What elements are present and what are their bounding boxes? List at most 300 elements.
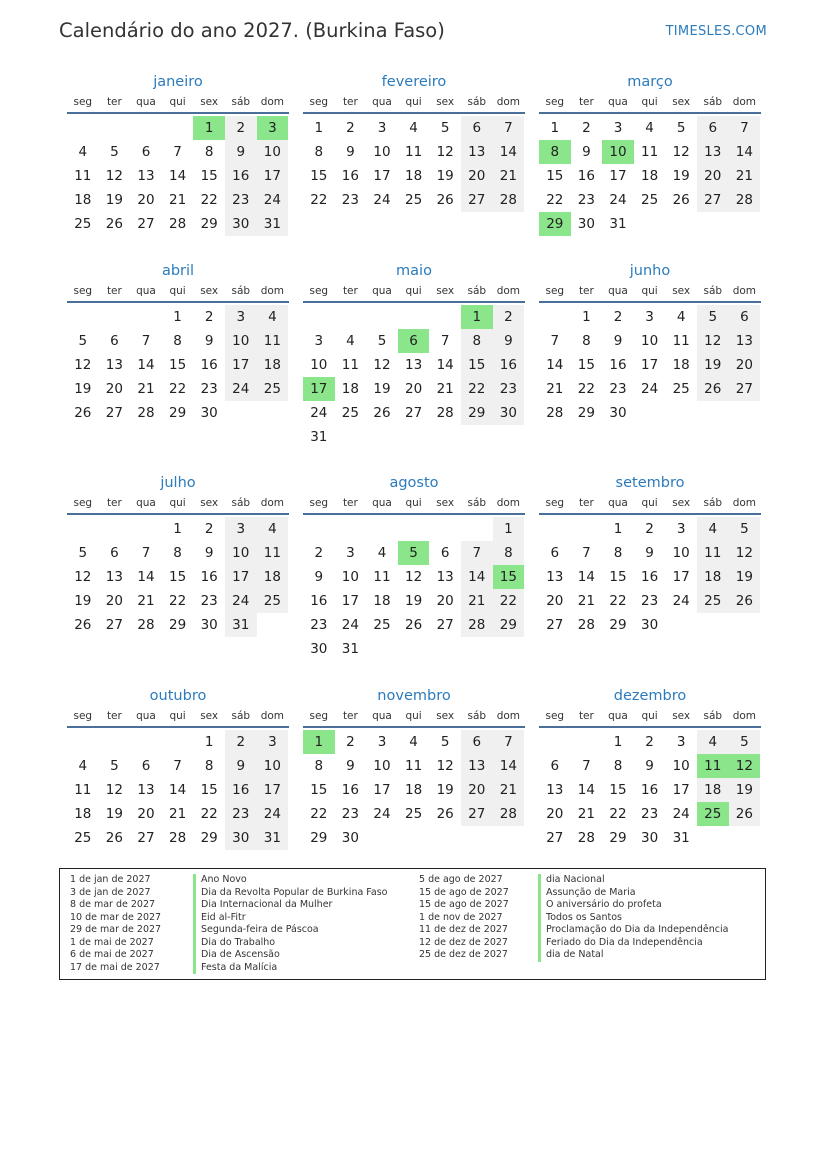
day-cell: 30 [200,617,218,633]
day-cell: 2 [582,120,591,136]
day-cell: 3 [645,309,654,325]
month-name: abril [161,263,195,279]
day-cell: 13 [729,329,761,353]
day-cell: 6 [461,116,493,140]
day-grid [303,515,525,661]
day-cell: 9 [645,758,654,774]
day-cell: 17 [341,593,359,609]
day-cell: 21 [546,381,564,397]
day-cell: 6 [550,758,560,774]
month-setembro [539,473,761,637]
day-cell: 6 [141,144,151,160]
day-cell: 29 [200,830,218,846]
day-cell: 24 [225,589,257,613]
day-cell: 25 [257,377,289,401]
day-cell: 6 [729,305,761,329]
month-name: março [627,74,673,90]
day-cell: 23 [200,593,218,609]
empty-cell [130,305,162,329]
empty-cell [99,305,131,329]
day-cell: 17 [257,164,289,188]
day-grid [67,303,289,425]
day-cell: 14 [436,357,454,373]
empty-cell [162,116,194,140]
day-cell: 26 [729,802,761,826]
day-cell: 7 [582,545,591,561]
day-cell: 4 [78,144,88,160]
legend-date: 6 de mai de 2027 [70,949,154,960]
legend-names-col-2 [538,874,728,962]
day-cell: 4 [697,517,729,541]
day-cell: 28 [577,617,595,633]
day-cell: 30 [310,641,328,657]
day-cell: 22 [546,192,564,208]
day-cell: 4 [78,758,88,774]
day-cell: 3 [377,734,387,750]
empty-cell [99,116,131,140]
legend-date: 15 de ago de 2027 [419,886,509,898]
day-cell: 14 [577,569,595,585]
day-cell: 8 [314,144,324,160]
empty-cell [366,305,398,329]
day-cell: 2 [204,309,214,325]
weekday-label: qua [372,497,392,509]
weekday-label: seg [73,710,93,722]
day-cell: 25 [341,405,359,421]
weekday-label: sáb [231,285,251,297]
day-cell: 19 [74,381,92,397]
day-cell: 1 [314,120,324,136]
day-cell: 30 [341,830,359,846]
day-cell: 29 [168,405,187,421]
day-cell: 26 [436,806,454,822]
empty-cell [303,517,335,541]
weekday-label: sáb [703,96,723,108]
empty-cell [130,730,162,754]
day-cell: 13 [461,754,493,778]
weekday-label: qua [136,96,156,108]
legend-date: 11 de dez de 2027 [419,924,508,935]
day-cell: 24 [373,192,391,208]
day-cell: 7 [582,758,591,774]
weekday-label: sex [200,710,219,722]
day-cell: 20 [105,381,123,397]
weekday-label: sex [200,96,219,108]
legend-holiday-name: O aniversário do profeta [538,899,728,912]
day-cell: 20 [137,192,155,208]
day-cell: 12 [404,569,423,585]
day-cell: 9 [346,144,355,160]
day-cell: 5 [110,758,119,774]
day-cell: 22 [461,377,493,401]
day-cell: 24 [672,806,690,822]
month-junho [539,261,761,425]
day-cell: 15 [168,569,187,585]
day-cell: 2 [225,116,257,140]
holiday-day-cell: 12 [729,754,761,778]
day-cell: 18 [74,806,92,822]
weekday-label: qua [608,285,628,297]
weekday-header [67,281,289,303]
day-cell: 24 [257,802,289,826]
weekday-header [539,706,761,728]
month-fevereiro [303,72,525,212]
day-cell: 21 [137,593,155,609]
day-cell: 11 [341,357,359,373]
weekday-label: sáb [231,96,251,108]
day-cell: 10 [672,545,690,561]
legend-date: 10 de mar de 2027 [70,911,162,923]
day-cell: 5 [78,545,88,561]
legend-date: 5 de ago de 2027 [419,874,503,885]
day-cell: 9 [582,144,591,160]
weekday-label: qui [405,96,422,108]
weekday-label: qua [608,497,628,509]
legend-date: 17 de mai de 2027 [70,961,160,973]
month-janeiro [67,72,289,236]
legend-date: 15 de ago de 2027 [419,899,509,910]
legend-date: 29 de mar de 2027 [70,924,162,935]
day-grid [539,728,761,850]
day-cell: 9 [346,758,355,774]
day-cell: 4 [697,730,729,754]
day-cell: 25 [672,381,690,397]
empty-cell [429,517,461,541]
weekday-label: sáb [703,497,723,509]
empty-cell [67,305,99,329]
day-cell: 6 [550,545,560,561]
weekday-header [539,281,761,303]
weekday-label: ter [578,497,594,509]
day-cell: 5 [78,333,88,349]
day-cell: 14 [493,754,525,778]
day-cell: 24 [640,381,659,397]
day-cell: 26 [105,216,123,232]
day-cell: 31 [257,826,289,850]
legend-date: 12 de dez de 2027 [419,936,508,948]
day-cell: 7 [173,144,182,160]
day-cell: 12 [697,329,729,353]
month-novembro [303,686,525,850]
day-grid [303,114,525,212]
weekday-label: dom [496,497,521,509]
empty-cell [130,517,162,541]
legend-date: 3 de jan de 2027 [70,886,151,898]
day-cell: 17 [225,565,257,589]
day-cell: 4 [377,545,387,561]
legend-holiday-name: Feriado do Dia da Independência [538,937,728,950]
weekday-label: sex [200,497,219,509]
day-cell: 2 [493,305,525,329]
legend-holiday-name: dia de Natal [538,949,728,962]
day-cell: 7 [461,541,493,565]
day-cell: 22 [310,806,328,822]
day-cell: 10 [310,357,328,373]
day-cell: 11 [672,333,690,349]
empty-cell [99,730,131,754]
day-cell: 10 [672,758,690,774]
empty-cell [539,730,571,754]
empty-cell [162,730,194,754]
weekday-label: sáb [231,710,251,722]
day-cell: 20 [546,806,564,822]
day-cell: 5 [440,120,450,136]
day-cell: 21 [461,589,493,613]
day-cell: 31 [341,641,359,657]
day-cell: 9 [204,333,214,349]
holiday-day-cell: 17 [303,377,335,401]
weekday-label: qui [169,285,186,297]
legend-holiday-name: Proclamação do Dia da Independência [538,924,728,937]
weekday-label: sex [436,285,455,297]
day-cell: 14 [546,357,564,373]
month-março [539,72,761,236]
day-cell: 3 [257,730,289,754]
day-cell: 23 [225,188,257,212]
day-cell: 25 [373,617,391,633]
day-cell: 16 [310,593,328,609]
legend-names-col-1 [193,874,387,974]
day-cell: 12 [105,168,123,184]
weekday-label: ter [578,285,594,297]
day-cell: 29 [609,830,627,846]
weekday-label: sáb [467,710,487,722]
day-cell: 11 [404,758,423,774]
day-cell: 23 [609,381,627,397]
weekday-label: qua [608,96,628,108]
day-cell: 29 [310,830,328,846]
day-cell: 15 [200,782,218,798]
day-cell: 8 [314,758,324,774]
month-name: maio [396,263,432,279]
day-cell: 20 [546,593,564,609]
day-cell: 27 [546,830,564,846]
day-cell: 12 [436,758,454,774]
weekday-label: ter [342,96,358,108]
weekday-header [67,92,289,114]
weekday-header [303,493,525,515]
day-cell: 22 [168,381,187,397]
day-cell: 4 [645,120,654,136]
day-cell: 19 [74,593,92,609]
day-cell: 14 [577,782,595,798]
weekday-label: qua [136,710,156,722]
day-cell: 8 [613,545,623,561]
weekday-label: seg [73,285,93,297]
legend-holiday-name: Dia de Ascensão [193,949,387,962]
day-cell: 16 [200,569,218,585]
day-cell: 20 [404,381,423,397]
weekday-label: dom [496,710,521,722]
legend-holiday-name: Todos os Santos [538,912,728,925]
day-cell: 18 [257,353,289,377]
month-name: dezembro [613,688,687,704]
day-cell: 7 [729,116,761,140]
day-cell: 25 [74,830,92,846]
day-cell: 20 [461,778,493,802]
weekday-label: qua [608,710,628,722]
day-cell: 7 [550,333,560,349]
day-cell: 3 [377,120,387,136]
day-cell: 13 [546,782,564,798]
weekday-label: ter [342,285,358,297]
day-cell: 29 [609,617,627,633]
day-cell: 28 [137,405,155,421]
day-cell: 19 [729,565,761,589]
weekday-label: sáb [467,497,487,509]
day-cell: 30 [577,216,595,232]
day-grid [67,515,289,637]
day-cell: 8 [173,333,182,349]
day-cell: 12 [74,357,92,373]
month-name: junho [629,263,671,279]
day-cell: 17 [672,569,690,585]
day-cell: 6 [110,333,119,349]
day-cell: 25 [640,192,659,208]
day-cell: 16 [640,569,659,585]
day-cell: 23 [341,192,359,208]
day-cell: 24 [257,188,289,212]
day-cell: 25 [697,589,729,613]
legend-holiday-name: Assunção de Maria [538,887,728,900]
day-cell: 5 [729,730,761,754]
legend-date: 25 de dez de 2027 [419,949,508,960]
weekday-label: seg [309,497,329,509]
day-cell: 5 [440,734,450,750]
empty-cell [429,305,461,329]
day-cell: 19 [373,381,391,397]
day-cell: 17 [373,168,391,184]
weekday-label: dom [732,710,757,722]
day-cell: 30 [225,826,257,850]
day-cell: 18 [257,565,289,589]
month-dezembro [539,686,761,850]
weekday-label: qui [405,497,422,509]
day-cell: 23 [341,806,359,822]
day-grid [539,515,761,637]
weekday-label: qui [405,710,422,722]
day-cell: 22 [200,192,218,208]
weekday-label: seg [73,96,93,108]
weekday-label: seg [309,710,329,722]
weekday-label: sex [436,96,455,108]
day-cell: 28 [546,405,564,421]
day-grid [67,114,289,236]
day-cell: 16 [640,782,659,798]
weekday-header [67,493,289,515]
weekday-label: sex [672,96,691,108]
day-cell: 3 [613,120,623,136]
holiday-legend [59,868,766,980]
day-cell: 14 [729,140,761,164]
day-cell: 21 [168,806,187,822]
day-cell: 1 [204,734,214,750]
day-cell: 18 [404,168,423,184]
holiday-day-cell: 1 [303,730,335,754]
day-cell: 24 [310,405,328,421]
day-cell: 14 [137,357,155,373]
legend-holiday-name: Segunda-feira de Páscoa [193,924,387,937]
day-cell: 9 [493,329,525,353]
day-cell: 28 [493,802,525,826]
day-cell: 27 [105,617,123,633]
day-cell: 18 [672,357,690,373]
day-cell: 22 [200,806,218,822]
day-cell: 20 [461,164,493,188]
legend-holiday-name: Festa da Malícia [193,962,387,975]
day-cell: 4 [409,734,418,750]
day-cell: 2 [225,730,257,754]
day-cell: 24 [672,593,690,609]
day-cell: 17 [373,782,391,798]
day-cell: 30 [225,212,257,236]
day-cell: 8 [173,545,182,561]
day-cell: 18 [404,782,423,798]
day-cell: 22 [310,192,328,208]
day-cell: 12 [436,144,454,160]
day-cell: 18 [341,381,359,397]
weekday-label: ter [342,710,358,722]
month-name: agosto [389,475,439,491]
empty-cell [303,305,335,329]
weekday-label: sex [200,285,219,297]
day-cell: 11 [257,541,289,565]
legend-date: 8 de mar de 2027 [70,899,156,910]
day-cell: 20 [729,353,761,377]
day-cell: 19 [729,778,761,802]
day-cell: 4 [257,517,289,541]
day-grid [539,303,761,425]
day-cell: 8 [613,758,623,774]
weekday-label: qua [372,285,392,297]
day-cell: 29 [168,617,187,633]
day-cell: 16 [577,168,595,184]
empty-cell [461,517,493,541]
day-cell: 9 [225,754,257,778]
day-cell: 19 [105,192,123,208]
weekday-header [539,493,761,515]
brand-link[interactable]: TIMESLES.COM [665,24,767,39]
day-cell: 4 [676,309,686,325]
weekday-label: seg [73,497,93,509]
weekday-label: qui [405,285,422,297]
day-cell: 4 [346,333,355,349]
day-cell: 25 [257,589,289,613]
day-cell: 31 [310,429,328,445]
day-cell: 27 [137,216,155,232]
legend-date: 1 de mai de 2027 [70,936,154,948]
weekday-label: qui [641,710,658,722]
empty-cell [366,517,398,541]
day-cell: 29 [200,216,218,232]
holiday-day-cell: 15 [493,565,525,589]
day-cell: 29 [577,405,595,421]
day-cell: 3 [314,333,324,349]
day-cell: 3 [346,545,355,561]
day-cell: 29 [493,613,525,637]
day-cell: 28 [461,613,493,637]
weekday-label: seg [545,497,565,509]
day-cell: 19 [697,353,729,377]
empty-cell [571,730,603,754]
day-cell: 22 [609,593,627,609]
weekday-label: qui [169,96,186,108]
weekday-label: qua [136,285,156,297]
day-cell: 24 [225,377,257,401]
day-cell: 27 [461,802,493,826]
weekday-label: ter [106,710,122,722]
day-cell: 29 [461,401,493,425]
